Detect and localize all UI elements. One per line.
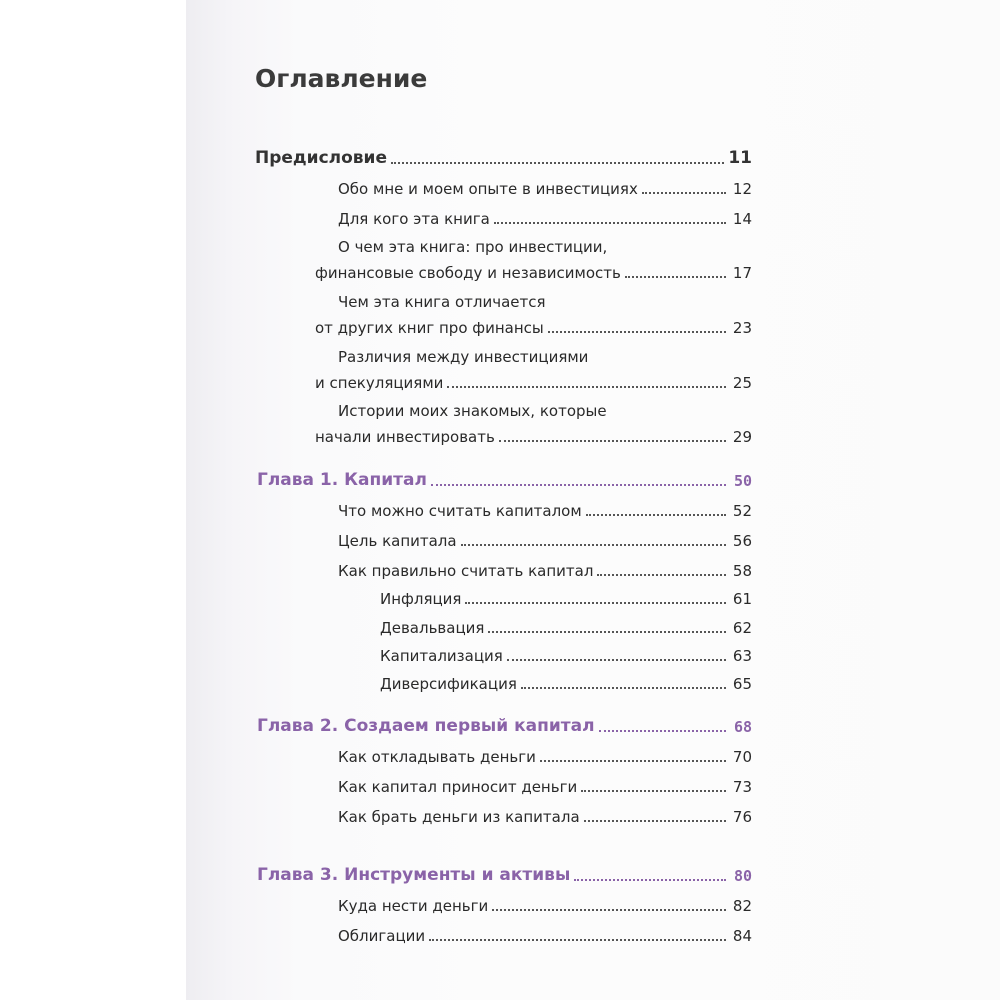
page-number: 25: [732, 374, 752, 392]
page-number: 14: [732, 210, 752, 228]
chapter-label: Глава 1. Капитал: [257, 470, 427, 490]
toc-chapter-2: [257, 716, 752, 736]
dot-leader: [586, 514, 726, 516]
dot-leader: [465, 602, 726, 604]
toc-entry: [338, 562, 752, 580]
entry-label: Капитализация: [380, 647, 503, 665]
dot-leader: [521, 687, 726, 689]
dot-leader: [599, 730, 726, 732]
entry-label: Девальвация: [380, 619, 485, 637]
entry-first-line: Чем эта книга отличается: [338, 293, 546, 311]
toc-subentry: [380, 675, 752, 693]
page-number: 70: [732, 748, 752, 766]
entry-label: Цель капитала: [338, 532, 457, 550]
toc-chapter-3: [257, 865, 752, 885]
dot-leader: [391, 162, 724, 164]
page-number: 73: [732, 778, 752, 796]
page-number: 17: [732, 264, 752, 282]
page-number: 11: [728, 148, 752, 168]
page-number: 23: [732, 319, 752, 337]
toc-entry: [338, 210, 752, 228]
toc-entry: [315, 374, 752, 392]
dot-leader: [461, 544, 726, 546]
page-number: 12: [732, 180, 752, 198]
dot-leader: [625, 276, 726, 278]
page-number: 76: [732, 808, 752, 826]
toc-entry: [338, 180, 752, 198]
toc-entry: [338, 748, 752, 766]
entry-label: Облигации: [338, 927, 426, 945]
dot-leader: [584, 820, 726, 822]
toc-entry: [338, 502, 752, 520]
entry-label: Инфляция: [380, 590, 462, 608]
entry-label: Что можно считать капиталом: [338, 502, 582, 520]
page-number: 82: [732, 897, 752, 915]
dot-leader: [540, 760, 726, 762]
entry-label: начали инвестировать: [315, 428, 495, 446]
entry-label: Диверсификация: [380, 675, 517, 693]
page-number: 62: [732, 619, 752, 637]
dot-leader: [507, 659, 726, 661]
entry-label: финансовые свободу и независимость: [315, 264, 621, 282]
dot-leader: [642, 192, 726, 194]
toc-entry-preface: [255, 148, 752, 168]
toc-entry: [315, 264, 752, 282]
entry-label: Куда нести деньги: [338, 897, 489, 915]
dot-leader: [597, 574, 726, 576]
entry-label: Предисловие: [255, 148, 387, 168]
toc-subentry: [380, 647, 752, 665]
dot-leader: [488, 631, 726, 633]
entry-label: Для кого эта книга: [338, 210, 490, 228]
toc-entry: [338, 897, 752, 915]
dot-leader: [431, 484, 726, 486]
page-number: 58: [732, 562, 752, 580]
dot-leader: [492, 909, 726, 911]
entry-label: Как откладывать деньги: [338, 748, 536, 766]
page-number: 80: [733, 867, 752, 885]
dot-leader: [574, 879, 726, 881]
chapter-label: Глава 3. Инструменты и активы: [257, 865, 571, 885]
toc-chapter-1: [257, 470, 752, 490]
dot-leader: [581, 790, 726, 792]
page-number: 52: [732, 502, 752, 520]
toc-entry: [338, 927, 752, 945]
entry-first-line: Различия между инвестициями: [338, 348, 589, 366]
page-number: 61: [732, 590, 752, 608]
entry-label: Как брать деньги из капитала: [338, 808, 580, 826]
toc-entry: [338, 532, 752, 550]
page-number: 84: [732, 927, 752, 945]
entry-first-line: Истории моих знакомых, которые: [338, 402, 607, 420]
toc-entry: [338, 778, 752, 796]
page-number: 50: [733, 472, 752, 490]
page-number: 63: [732, 647, 752, 665]
toc-entry: [315, 428, 752, 446]
entry-label: Как капитал приносит деньги: [338, 778, 578, 796]
dot-leader: [499, 440, 726, 442]
dot-leader: [447, 386, 726, 388]
entry-label: Как правильно считать капитал: [338, 562, 594, 580]
dot-leader: [494, 222, 726, 224]
page-number: 65: [732, 675, 752, 693]
entry-label: Обо мне и моем опыте в инвестициях: [338, 180, 638, 198]
chapter-label: Глава 2. Создаем первый капитал: [257, 716, 595, 736]
toc-entry: [338, 808, 752, 826]
toc-subentry: [380, 619, 752, 637]
page-number: 68: [733, 718, 752, 736]
toc-title: Оглавление: [255, 64, 428, 93]
page-number: 29: [732, 428, 752, 446]
entry-first-line: О чем эта книга: про инвестиции,: [338, 238, 608, 256]
toc-entry: [315, 319, 752, 337]
dot-leader: [548, 331, 726, 333]
entry-label: от других книг про финансы: [315, 319, 544, 337]
page-number: 56: [732, 532, 752, 550]
entry-label: и спекуляциями: [315, 374, 444, 392]
dot-leader: [429, 939, 726, 941]
toc-subentry: [380, 590, 752, 608]
